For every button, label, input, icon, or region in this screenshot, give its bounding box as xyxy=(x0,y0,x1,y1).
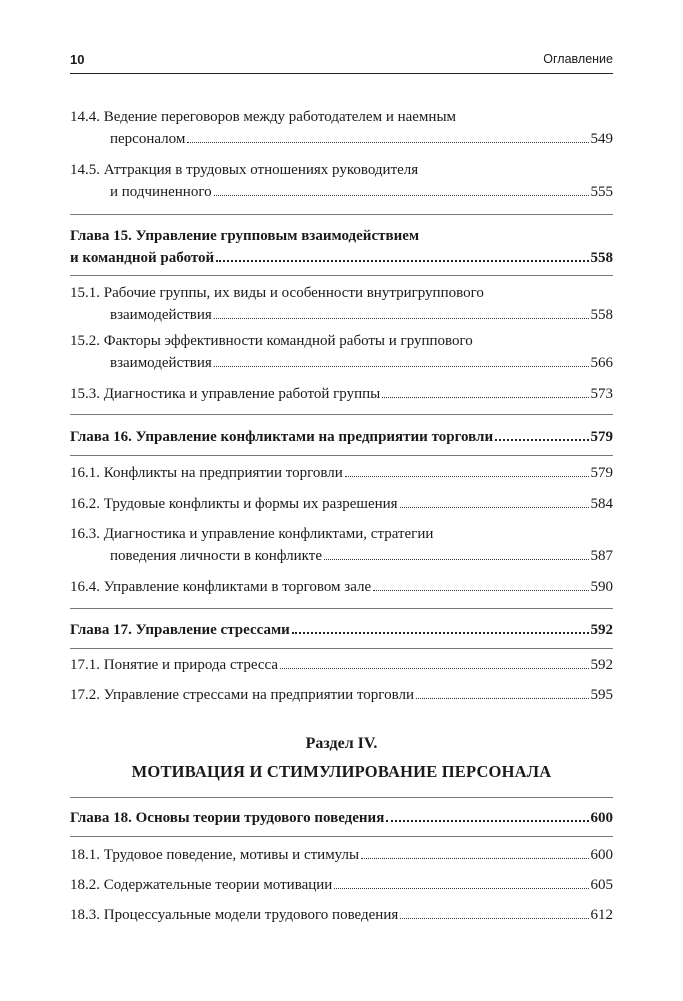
toc-entry-16-3[interactable]: 16.3. Диагностика и управление конфликтами, стратегии xyxy=(70,526,434,542)
dot-leader xyxy=(324,559,589,560)
dot-leader xyxy=(361,858,588,859)
chapter-15-heading[interactable]: Глава 15. Управление групповым взаимодействием xyxy=(70,228,420,244)
chapter-17-heading[interactable]: Глава 17. Управление стрессами 592 xyxy=(70,622,613,638)
toc-entry-14-4-cont[interactable]: персоналом 549 xyxy=(110,131,613,147)
divider xyxy=(70,608,613,609)
page-ref: 587 xyxy=(590,548,613,564)
page-ref: 566 xyxy=(590,355,613,371)
page-ref: 558 xyxy=(590,250,613,266)
toc-entry-15-2[interactable]: 15.2. Факторы эффективности командной работы и группового xyxy=(70,333,473,349)
dot-leader xyxy=(400,918,588,919)
toc-entry-17-1[interactable]: 17.1. Понятие и природа стресса 592 xyxy=(70,657,613,673)
toc-entry-15-1[interactable]: 15.1. Рабочие группы, их виды и особенности внутригруппового xyxy=(70,285,484,301)
dot-leader xyxy=(280,668,588,669)
toc-entry-14-5[interactable]: 14.5. Аттракция в трудовых отношениях руководителя xyxy=(70,162,419,178)
page-ref: 558 xyxy=(590,307,613,323)
toc-entry-18-3[interactable]: 18.3. Процессуальные модели трудового поведения 612 xyxy=(70,907,613,923)
header-rule xyxy=(70,73,613,74)
chapter-18-heading[interactable]: Глава 18. Основы теории трудового поведения 600 xyxy=(70,810,613,826)
toc-entry-18-1[interactable]: 18.1. Трудовое поведение, мотивы и стимулы 600 xyxy=(70,847,613,863)
divider xyxy=(70,797,613,798)
dot-leader xyxy=(400,507,589,508)
running-title: Оглавление xyxy=(543,52,613,66)
divider xyxy=(70,836,613,837)
page-ref: 549 xyxy=(590,131,613,147)
page-ref: 584 xyxy=(590,496,613,512)
toc-entry-14-5-cont[interactable]: и подчиненного 555 xyxy=(110,184,613,200)
running-header xyxy=(70,50,613,70)
page-ref: 595 xyxy=(590,687,613,703)
divider xyxy=(70,275,613,276)
dot-leader xyxy=(187,142,588,143)
toc-entry-14-4[interactable]: 14.4. Ведение переговоров между работодателем и наемным xyxy=(70,109,457,125)
dot-leader xyxy=(214,318,589,319)
toc-entry-16-1[interactable]: 16.1. Конфликты на предприятии торговли 579 xyxy=(70,465,613,481)
dot-leader xyxy=(334,888,588,889)
page-ref: 600 xyxy=(590,847,613,863)
chapter-15-heading-cont[interactable]: и командной работой 558 xyxy=(70,250,613,266)
dot-leader xyxy=(373,590,588,591)
toc-entry-16-2[interactable]: 16.2. Трудовые конфликты и формы их разрешения 584 xyxy=(70,496,613,512)
divider xyxy=(70,214,613,215)
page-ref: 612 xyxy=(590,907,613,923)
toc-entry-15-1-cont[interactable]: взаимодействия 558 xyxy=(110,307,613,323)
toc-entry-15-2-cont[interactable]: взаимодействия 566 xyxy=(110,355,613,371)
divider xyxy=(70,414,613,415)
dot-leader xyxy=(386,820,588,822)
page-ref: 555 xyxy=(590,184,613,200)
dot-leader xyxy=(214,195,589,196)
toc-entry-18-2[interactable]: 18.2. Содержательные теории мотивации 605 xyxy=(70,877,613,893)
toc-entry-16-4[interactable]: 16.4. Управление конфликтами в торговом зале 590 xyxy=(70,579,613,595)
toc-entry-17-2[interactable]: 17.2. Управление стрессами на предприятии торговли 595 xyxy=(70,687,613,703)
dot-leader xyxy=(214,366,589,367)
page-ref: 605 xyxy=(590,877,613,893)
dot-leader xyxy=(495,439,588,441)
section-title: МОТИВАЦИЯ И СТИМУЛИРОВАНИЕ ПЕРСОНАЛА xyxy=(131,762,552,781)
dot-leader xyxy=(416,698,589,699)
page-ref: 573 xyxy=(590,386,613,402)
toc-entry-15-3[interactable]: 15.3. Диагностика и управление работой группы 573 xyxy=(70,386,613,402)
page-number: 10 xyxy=(70,52,85,67)
page-ref: 579 xyxy=(590,465,613,481)
page-ref: 590 xyxy=(590,579,613,595)
divider xyxy=(70,455,613,456)
page-ref: 592 xyxy=(590,622,613,638)
page-ref: 592 xyxy=(590,657,613,673)
page-ref: 600 xyxy=(590,810,613,826)
toc-entry-16-3-cont[interactable]: поведения личности в конфликте 587 xyxy=(110,548,613,564)
page-ref: 579 xyxy=(590,429,613,445)
chapter-16-heading[interactable]: Глава 16. Управление конфликтами на предприятии торговли 579 xyxy=(70,429,613,445)
divider xyxy=(70,648,613,649)
dot-leader xyxy=(345,476,589,477)
section-label: Раздел IV. xyxy=(305,735,378,752)
dot-leader xyxy=(382,397,588,398)
dot-leader xyxy=(216,260,588,262)
dot-leader xyxy=(292,632,589,634)
